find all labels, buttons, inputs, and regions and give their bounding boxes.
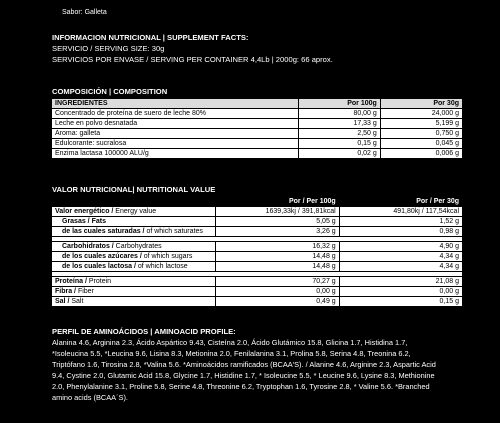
- nutrient-en: of which sugars: [141, 253, 193, 260]
- nutrient-es: de los cuales azúcares /: [62, 253, 142, 260]
- per-30g-value: 4,90 g: [339, 242, 462, 252]
- per-100g-value: 14,48 g: [216, 262, 339, 272]
- nutrient-en: Carbohydrates: [113, 243, 162, 250]
- per-100g-value: 2,50 g: [298, 129, 380, 139]
- nutrient-en: of which lactose: [135, 263, 188, 270]
- per-100g-value: 0,02 g: [298, 149, 380, 159]
- per-30g-value: 4,34 g: [339, 262, 462, 272]
- per-100g-value: 0,00 g: [216, 287, 339, 297]
- nutrient-es: Grasas / Fats: [62, 218, 106, 225]
- per-100g-value: 80,00 g: [298, 109, 380, 119]
- table-header-row: [52, 197, 463, 207]
- composition-title: COMPOSICIÓN | COMPOSITION: [52, 87, 168, 96]
- nutrient-es: Proteína /: [55, 278, 87, 285]
- per-30g-value: 0,15 g: [339, 297, 462, 307]
- table-row: [52, 297, 463, 307]
- nutrient-es: de las cuales saturadas /: [62, 228, 145, 235]
- table-row: [52, 109, 463, 119]
- per-30g-value: 21,08 g: [339, 277, 462, 287]
- table-row: [52, 287, 463, 297]
- nutrient-label: [52, 277, 216, 287]
- per-100g-value: 16,32 g: [216, 242, 339, 252]
- ingredient-name: Leche en polvo desnatada: [52, 119, 299, 129]
- nutrition-table: [51, 196, 463, 307]
- amino-line: *Isoleucina 5.5, *Leucina 9.6, Lisina 8.3, Metionina 2.0, Fenilalanina 3.1, Prolina 5.8, Serina 4.8, Treonina 6.2,: [52, 348, 411, 358]
- per-100g-value: 5,05 g: [216, 217, 339, 227]
- table-row: [52, 277, 463, 287]
- amino-profile-title: PERFIL DE AMINOÁCIDOS | AMINOACID PROFILE:: [52, 327, 236, 336]
- per-100g-value: 0,15 g: [298, 139, 380, 149]
- ingredient-name: Concentrado de proteína de suero de leche 80%: [52, 109, 299, 119]
- table-row: [52, 129, 463, 139]
- amino-line: 2.0, Phenylalanine 3.1, Proline 5.8, Serine 4.8, Threonine 6.2, Tryptophan 1.6, Tyrosine 2.8, * Valine 5.6. *Branched: [52, 381, 430, 391]
- nutrient-label: [52, 297, 216, 307]
- per-30g-value: 0,006 g: [380, 149, 462, 159]
- nutrient-label: [52, 217, 216, 227]
- flavor-label: Sabor: Galleta: [62, 9, 107, 16]
- per-30g-value: 491,80kj / 117,54kcal: [339, 207, 462, 217]
- per-30g-value: 0,98 g: [339, 227, 462, 237]
- nutritional-value-title: VALOR NUTRICIONAL| NUTRITIONAL VALUE: [52, 185, 216, 194]
- nutrient-es: Fibra /: [55, 288, 77, 295]
- per-100g-value: 0,49 g: [216, 297, 339, 307]
- table-row: [52, 262, 463, 272]
- table-row: [52, 139, 463, 149]
- per-30g-value: 0,750 g: [380, 129, 462, 139]
- per-30g-value: 0,045 g: [380, 139, 462, 149]
- column-header: [52, 197, 216, 207]
- nutrient-en: Protein: [86, 278, 112, 285]
- per-100g-value: 1639,33kj / 391,81kcal: [216, 207, 339, 217]
- column-header: Por / Per 30g: [339, 197, 462, 207]
- amino-line: amino acids (BCAA´S).: [52, 392, 128, 402]
- per-100g-value: 3,26 g: [216, 227, 339, 237]
- ingredient-name: Aroma: galleta: [52, 129, 299, 139]
- table-header-row: [52, 99, 463, 109]
- nutrient-en: Energy value: [113, 208, 157, 215]
- column-header: Por 30g: [380, 99, 462, 109]
- column-header: Por / Per 100g: [216, 197, 339, 207]
- nutrient-es: de los cuales lactosa /: [62, 263, 136, 270]
- amino-line: Alanina 4.6, Arginina 2.3, Ácido Aspártico 9.43, Cisteína 2.0, Ácido Glutámico 15.8, Glicina 1.7, Histidina 1.7,: [52, 338, 408, 347]
- column-header: Por 100g: [298, 99, 380, 109]
- nutrient-label: [52, 252, 216, 262]
- supplement-facts-title: INFORMACION NUTRICIONAL | SUPPLEMENT FACTS:: [52, 33, 249, 42]
- nutrient-es: Sal /: [55, 298, 70, 305]
- per-100g-value: 14,48 g: [216, 252, 339, 262]
- composition-table: [51, 98, 463, 159]
- table-row: [52, 119, 463, 129]
- amino-profile-text: [52, 338, 464, 403]
- nutrient-label: [52, 227, 216, 237]
- table-row: [52, 252, 463, 262]
- per-30g-value: 0,00 g: [339, 287, 462, 297]
- nutrient-label: [52, 262, 216, 272]
- nutrient-es: Carbohidratos /: [62, 243, 114, 250]
- per-100g-value: 70,27 g: [216, 277, 339, 287]
- per-30g-value: 4,34 g: [339, 252, 462, 262]
- table-row: [52, 227, 463, 237]
- per-30g-value: 24,000 g: [380, 109, 462, 119]
- per-100g-value: 17,33 g: [298, 119, 380, 129]
- nutrient-en: Fiber: [76, 288, 94, 295]
- nutrient-label: [52, 287, 216, 297]
- table-row: [52, 217, 463, 227]
- table-row: [52, 207, 463, 217]
- table-row: [52, 242, 463, 252]
- nutrient-en: Salt: [69, 298, 84, 305]
- nutrient-label: [52, 242, 216, 252]
- column-header: INGREDIENTES: [52, 99, 299, 109]
- nutrient-label: [52, 207, 216, 217]
- ingredient-name: Edulcorante: sucralosa: [52, 139, 299, 149]
- per-30g-value: 1,52 g: [339, 217, 462, 227]
- ingredient-name: Enzima lactasa 100000 ALU/g: [52, 149, 299, 159]
- per-30g-value: 5,199 g: [380, 119, 462, 129]
- serving-size: SERVICIO / SERVING SIZE: 30g: [52, 44, 165, 53]
- table-row: [52, 149, 463, 159]
- nutrient-en: of which saturates: [144, 228, 203, 235]
- servings-per-container: SERVICIOS POR ENVASE / SERVING PER CONTAINER 4,4Lb | 2000g: 66 aprox.: [52, 55, 333, 64]
- nutrient-es: Valor energético /: [55, 208, 114, 215]
- amino-line: 9.4, Cystine 2.0, Glutamic Acid 15.8, Glycine 1.7, Histidine 1.7, * Isoleucine 5.5, * Leucine 9.6, Lysine 8.3, Methionine: [52, 370, 435, 380]
- amino-line: Triptófano 1.6, Tirosina 2.8, *Valina 5.6. *Aminoácidos ramificados (BCAA'S). / Alanine 4.6, Arginine 2.3, Aspartic Acid: [52, 359, 436, 369]
